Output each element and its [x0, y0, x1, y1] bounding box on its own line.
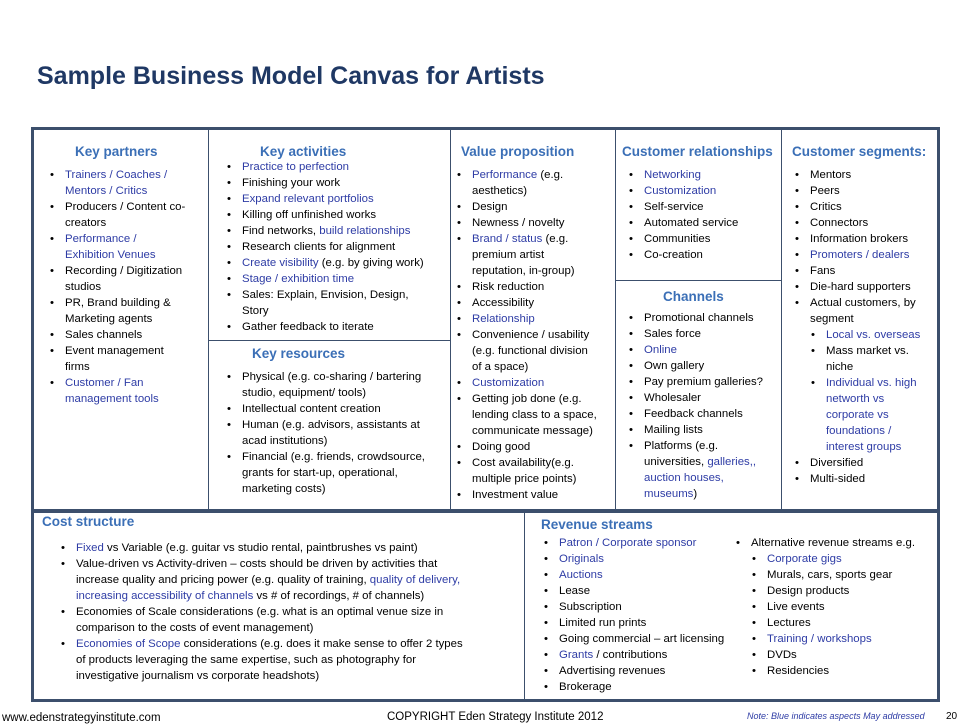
- list-item: [454, 391, 614, 439]
- item-text: Newness / novelty: [472, 217, 565, 229]
- list-item: [454, 279, 614, 295]
- item-text: Finishing your work: [242, 177, 341, 189]
- customer-segments-list: [792, 167, 938, 487]
- list-item: [541, 551, 741, 567]
- revenue-streams-heading: Revenue streams: [541, 517, 653, 532]
- item-text: Investment value: [472, 489, 559, 501]
- item-text: Design products: [767, 585, 850, 597]
- item-text: Promotional channels: [644, 312, 754, 324]
- highlighted-text: build relationships: [319, 225, 411, 237]
- item-text: Peers: [810, 185, 840, 197]
- list-item: [626, 215, 780, 231]
- item-text: Automated service: [644, 217, 739, 229]
- item-text: Find networks,: [242, 225, 320, 237]
- key-partners-list: [47, 167, 207, 407]
- list-item: [792, 455, 938, 471]
- item-text: Connectors: [810, 217, 869, 229]
- list-item: [224, 401, 450, 417]
- highlighted-text: interest groups: [826, 441, 902, 453]
- highlighted-text: corporate vs: [826, 409, 889, 421]
- list-item: [626, 231, 780, 247]
- item-text: Risk reduction: [472, 281, 545, 293]
- item-text: premium artist: [472, 249, 545, 261]
- list-item: [792, 375, 938, 455]
- highlighted-text: Create visibility: [242, 257, 319, 269]
- list-item: [58, 556, 520, 604]
- item-text: (e.g. functional division: [472, 345, 588, 357]
- item-text: Story: [242, 305, 269, 317]
- value-proposition-heading: Value proposition: [461, 144, 575, 159]
- item-text: Feedback channels: [644, 408, 743, 420]
- list-item: [47, 167, 207, 199]
- key-activities-list: [224, 159, 450, 335]
- list-item: [454, 167, 614, 199]
- list-item: [47, 327, 207, 343]
- highlighted-text: Performance /: [65, 233, 137, 245]
- list-item: [792, 327, 938, 343]
- item-text: Accessibility: [472, 297, 535, 309]
- list-item: [541, 615, 741, 631]
- item-text: reputation, in-group): [472, 265, 575, 277]
- list-item: [541, 679, 741, 695]
- item-text: Murals, cars, sports gear: [767, 569, 893, 581]
- legend-note: Note: Blue indicates aspects May addressed: [747, 711, 925, 721]
- item-text: Live events: [767, 601, 825, 613]
- item-text: DVDs: [767, 649, 797, 661]
- list-item: [224, 207, 450, 223]
- highlighted-text: Fixed: [76, 542, 104, 554]
- list-item: [224, 255, 450, 271]
- item-text: PR, Brand building &: [65, 297, 171, 309]
- list-item: [733, 663, 938, 679]
- item-text: investigative journalism vs corporate headshots): [76, 670, 320, 682]
- highlighted-text: Patron / Corporate sponsor: [559, 537, 697, 549]
- list-item: [58, 540, 520, 556]
- item-text: grants for start-up, operational,: [242, 467, 398, 479]
- highlighted-text: Exhibition Venues: [65, 249, 156, 261]
- item-text: Marketing agents: [65, 313, 153, 325]
- list-item: [454, 439, 614, 455]
- list-item: [792, 247, 938, 263]
- highlighted-text: Performance: [472, 169, 538, 181]
- website-url: www.edenstrategyinstitute.com: [2, 712, 161, 724]
- list-item: [792, 199, 938, 215]
- list-item: [626, 183, 780, 199]
- page-title: Sample Business Model Canvas for Artists: [37, 62, 545, 90]
- item-text: considerations (e.g. does it make sense to offer 2 types: [180, 638, 463, 650]
- channels-heading: Channels: [663, 289, 724, 304]
- item-text: Subscription: [559, 601, 622, 613]
- item-text: Pay premium galleries?: [644, 376, 764, 388]
- item-text: Brokerage: [559, 681, 612, 693]
- cost-structure-list: [58, 540, 520, 684]
- key-resources-heading: Key resources: [252, 346, 346, 361]
- highlighted-text: auction houses,: [644, 472, 724, 484]
- list-item: [626, 342, 780, 358]
- list-item: [792, 343, 938, 375]
- item-text: vs Variable (e.g. guitar vs studio rental, paintbrushes vs paint): [103, 542, 418, 554]
- item-text: Information brokers: [810, 233, 909, 245]
- list-item: [541, 647, 741, 663]
- list-item: [541, 583, 741, 599]
- copyright-text: COPYRIGHT Eden Strategy Institute 2012: [387, 711, 604, 723]
- item-text: vs # of recordings, # of channels): [253, 590, 425, 602]
- item-text: Going commercial – art licensing: [559, 633, 725, 645]
- customer-relationships-list: [626, 167, 780, 263]
- key-activities-heading: Key activities: [260, 144, 347, 159]
- item-text: Communities: [644, 233, 711, 245]
- item-text: creators: [65, 217, 107, 229]
- item-text: Producers / Content co-: [65, 201, 186, 213]
- highlighted-text: Practice to perfection: [242, 161, 349, 173]
- list-item: [58, 604, 520, 636]
- item-text: Research clients for alignment: [242, 241, 396, 253]
- list-item: [224, 417, 450, 449]
- list-item: [733, 535, 938, 551]
- list-item: [47, 295, 207, 327]
- item-text: Platforms (e.g.: [644, 440, 719, 452]
- highlighted-text: Trainers / Coaches /: [65, 169, 168, 181]
- highlighted-text: Stage / exhibition time: [242, 273, 355, 285]
- item-text: segment: [810, 313, 854, 325]
- customer-segments-heading: Customer segments:: [792, 144, 927, 159]
- list-item: [626, 390, 780, 406]
- list-item: [454, 215, 614, 231]
- channels-list: [626, 310, 780, 502]
- list-item: [733, 567, 938, 583]
- list-item: [733, 615, 938, 631]
- list-item: [733, 599, 938, 615]
- item-text: Actual customers, by: [810, 297, 916, 309]
- list-item: [626, 374, 780, 390]
- item-text: Lectures: [767, 617, 811, 629]
- item-text: Critics: [810, 201, 842, 213]
- list-item: [224, 287, 450, 319]
- item-text: of products leveraging the same expertise, such as photography for: [76, 654, 417, 666]
- highlighted-text: Expand relevant portfolios: [242, 193, 374, 205]
- item-text: Cost availability(e.g.: [472, 457, 574, 469]
- list-item: [792, 231, 938, 247]
- customer-relationships-heading: Customer relationships: [622, 144, 773, 159]
- highlighted-text: Brand / status: [472, 233, 543, 245]
- revenue-streams-list: [541, 535, 741, 695]
- highlighted-text: Mentors / Critics: [65, 185, 148, 197]
- item-text: of a space): [472, 361, 529, 373]
- item-text: multiple price points): [472, 473, 577, 485]
- list-item: [454, 231, 614, 279]
- item-text: Doing good: [472, 441, 531, 453]
- item-text: Physical (e.g. co-sharing / bartering: [242, 371, 422, 383]
- list-item: [626, 167, 780, 183]
- item-text: Killing off unfinished works: [242, 209, 377, 221]
- list-item: [47, 263, 207, 295]
- item-text: Financial (e.g. friends, crowdsource,: [242, 451, 425, 463]
- list-item: [792, 295, 938, 327]
- item-text: Human (e.g. advisors, assistants at: [242, 419, 420, 431]
- list-item: [541, 567, 741, 583]
- value-proposition-list: [454, 167, 614, 503]
- list-item: [47, 199, 207, 231]
- list-item: [454, 375, 614, 391]
- item-text: Mentors: [810, 169, 852, 181]
- list-item: [541, 599, 741, 615]
- item-text: comparison to the costs of event management): [76, 622, 314, 634]
- item-text: Sales channels: [65, 329, 143, 341]
- alt-revenue-list: [733, 535, 938, 679]
- list-item: [47, 375, 207, 407]
- item-text: Design: [472, 201, 508, 213]
- list-item: [224, 175, 450, 191]
- highlighted-text: Networking: [644, 169, 701, 181]
- highlighted-text: Promoters / dealers: [810, 249, 910, 261]
- list-item: [626, 326, 780, 342]
- item-text: marketing costs): [242, 483, 326, 495]
- item-text: Co-creation: [644, 249, 703, 261]
- list-item: [224, 449, 450, 497]
- item-text: niche: [826, 361, 854, 373]
- item-text: (e.g.: [537, 169, 564, 181]
- item-text: (e.g. by giving work): [318, 257, 424, 269]
- item-text: Advertising revenues: [559, 665, 666, 677]
- list-item: [792, 279, 938, 295]
- item-text: Economies of Scale considerations (e.g. what is an optimal venue size in: [76, 606, 444, 618]
- key-resources-list: [224, 369, 450, 497]
- item-text: Gather feedback to iterate: [242, 321, 374, 333]
- item-text: Value-driven vs Activity-driven – costs should be driven by activities that: [76, 558, 438, 570]
- highlighted-text: galleries,,: [707, 456, 757, 468]
- list-item: [792, 263, 938, 279]
- item-text: Limited run prints: [559, 617, 647, 629]
- item-text: (e.g.: [542, 233, 569, 245]
- highlighted-text: increasing accessibility of channels: [76, 590, 254, 602]
- list-item: [733, 551, 938, 567]
- list-item: [454, 311, 614, 327]
- item-text: firms: [65, 361, 90, 373]
- list-item: [733, 583, 938, 599]
- item-text: increase quality and pricing power (e.g. quality of training,: [76, 574, 370, 586]
- highlighted-text: Training / workshops: [767, 633, 872, 645]
- item-text: Recording / Digitization: [65, 265, 183, 277]
- list-item: [541, 663, 741, 679]
- list-item: [454, 455, 614, 487]
- highlighted-text: Online: [644, 344, 677, 356]
- list-item: [47, 343, 207, 375]
- key-partners-heading: Key partners: [75, 144, 158, 159]
- item-text: Mass market vs.: [826, 345, 909, 357]
- item-text: lending class to a space,: [472, 409, 597, 421]
- cost-structure-heading: Cost structure: [42, 514, 135, 529]
- list-item: [626, 310, 780, 326]
- highlighted-text: management tools: [65, 393, 159, 405]
- item-text: acad institutions): [242, 435, 328, 447]
- highlighted-text: Economies of Scope: [76, 638, 181, 650]
- item-text: Event management: [65, 345, 164, 357]
- item-text: universities,: [644, 456, 708, 468]
- list-item: [224, 319, 450, 335]
- item-text: Die-hard supporters: [810, 281, 911, 293]
- item-text: Getting job done (e.g.: [472, 393, 582, 405]
- item-text: Own gallery: [644, 360, 705, 372]
- page-number: 20: [946, 711, 958, 722]
- highlighted-text: museums: [644, 488, 694, 500]
- list-item: [733, 631, 938, 647]
- item-text: Intellectual content creation: [242, 403, 381, 415]
- list-item: [792, 471, 938, 487]
- item-text: Fans: [810, 265, 836, 277]
- list-item: [626, 247, 780, 263]
- highlighted-text: quality of delivery,: [369, 574, 461, 586]
- item-text: Convenience / usability: [472, 329, 590, 341]
- item-text: aesthetics): [472, 185, 528, 197]
- list-item: [626, 422, 780, 438]
- highlighted-text: Relationship: [472, 313, 535, 325]
- item-text: studio, equipment/ tools): [242, 387, 367, 399]
- item-text: Self-service: [644, 201, 704, 213]
- item-text: Diversified: [810, 457, 864, 469]
- list-item: [224, 239, 450, 255]
- item-text: / contributions: [593, 649, 668, 661]
- list-item: [792, 167, 938, 183]
- list-item: [541, 631, 741, 647]
- list-item: [58, 636, 520, 684]
- highlighted-text: Corporate gigs: [767, 553, 842, 565]
- item-text: Lease: [559, 585, 591, 597]
- list-item: [626, 438, 780, 502]
- list-item: [626, 358, 780, 374]
- list-item: [47, 231, 207, 263]
- highlighted-text: Customer / Fan: [65, 377, 144, 389]
- highlighted-text: Grants: [559, 649, 594, 661]
- list-item: [792, 183, 938, 199]
- list-item: [626, 199, 780, 215]
- list-item: [224, 271, 450, 287]
- list-item: [454, 327, 614, 375]
- highlighted-text: Originals: [559, 553, 604, 565]
- highlighted-text: Customization: [472, 377, 545, 389]
- item-text: Mailing lists: [644, 424, 703, 436]
- item-text: studios: [65, 281, 102, 293]
- item-text: Sales: Explain, Envision, Design,: [242, 289, 409, 301]
- list-item: [626, 406, 780, 422]
- list-item: [541, 535, 741, 551]
- item-text: Multi-sided: [810, 473, 866, 485]
- highlighted-text: networth vs: [826, 393, 885, 405]
- list-item: [224, 159, 450, 175]
- item-text: communicate message): [472, 425, 593, 437]
- highlighted-text: Local vs. overseas: [826, 329, 921, 341]
- list-item: [454, 295, 614, 311]
- list-item: [224, 223, 450, 239]
- list-item: [224, 191, 450, 207]
- item-text: Wholesaler: [644, 392, 701, 404]
- list-item: [792, 215, 938, 231]
- item-text: Alternative revenue streams e.g.: [751, 537, 915, 549]
- list-item: [733, 647, 938, 663]
- list-item: [224, 369, 450, 401]
- highlighted-text: Auctions: [559, 569, 603, 581]
- item-text: Residencies: [767, 665, 830, 677]
- highlighted-text: Individual vs. high: [826, 377, 917, 389]
- highlighted-text: foundations /: [826, 425, 892, 437]
- item-text: Sales force: [644, 328, 701, 340]
- highlighted-text: Customization: [644, 185, 717, 197]
- item-text: ): [693, 488, 698, 500]
- list-item: [454, 487, 614, 503]
- list-item: [454, 199, 614, 215]
